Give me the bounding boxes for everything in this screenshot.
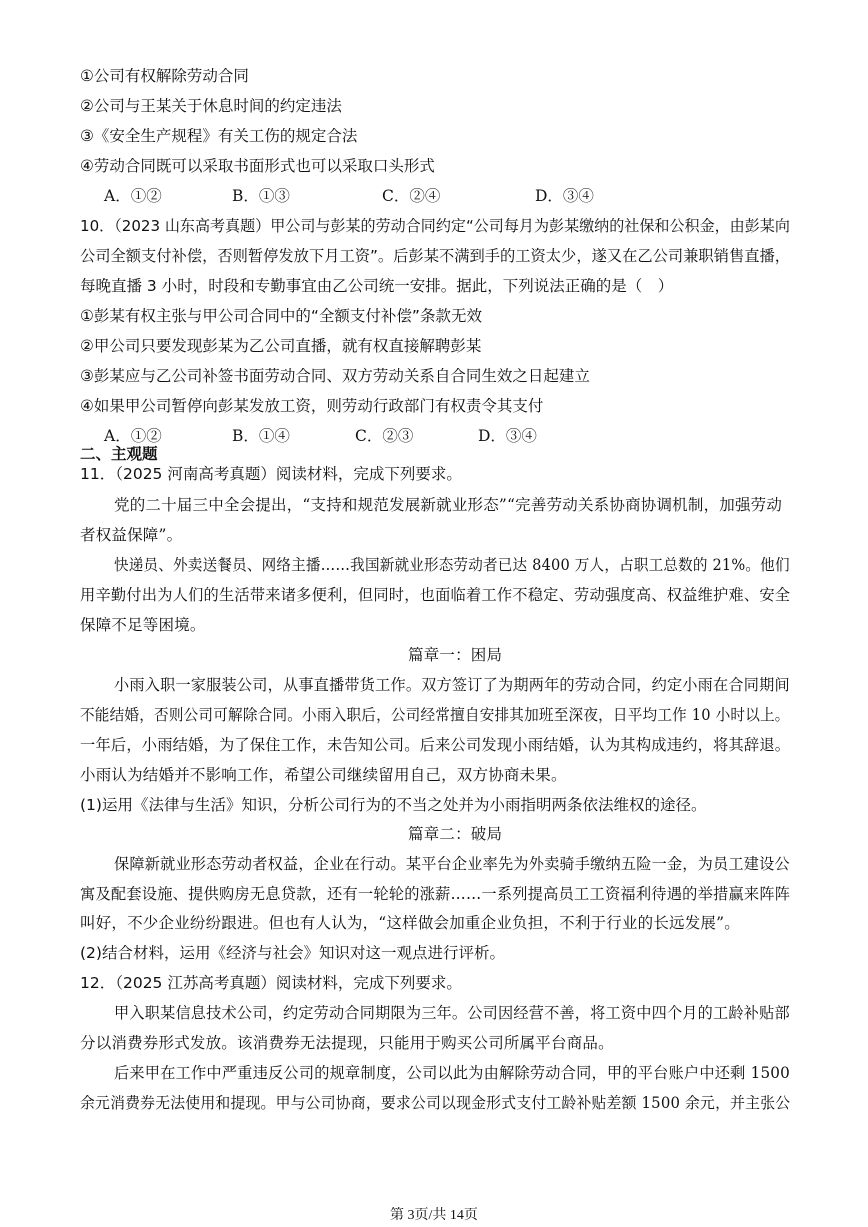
chapter-2-title: 篇章二：破局: [408, 825, 503, 843]
q9-statement-3: ③《安全生产规程》有关工伤的规定合法: [80, 127, 358, 145]
q11-para1-line-2: 者权益保障”。: [80, 526, 183, 544]
q11-para3-line-2: 不能结婚，否则公司可解除合同。小雨入职后，公司经常擅自安排其加班至深夜，日平均工作 10 小时以上。: [80, 706, 790, 724]
q12-para1-line-1: 甲入职某信息技术公司，约定劳动合同期限为三年。公司因经营不善，将工资中四个月的工龄补贴部: [114, 1004, 790, 1022]
q11-para3-line-4: 小雨认为结婚并不影响工作，希望公司继续留用自己，双方协商未果。: [80, 766, 567, 784]
q11-para2-line-1: 快递员、外卖送餐员、网络主播……我国新就业形态劳动者已达 8400 万人，占职工总数的 21%。他们: [114, 556, 790, 574]
q11-para1-line-1: 党的二十届三中全会提出，“支持和规范发展新就业形态”“完善劳动关系协商协调机制，加强劳动: [114, 496, 783, 514]
q12-para2-line-2: 余元消费券无法使用和提现。甲与公司协商，要求公司以现金形式支付工龄补贴差额 1500 余元，并主张公: [80, 1094, 791, 1112]
q11-para3-line-3: 一年后，小雨结婚，为了保住工作，未告知公司。后来公司发现小雨结婚，认为其构成违约，将其辞退。: [80, 736, 791, 754]
chapter-1-title: 篇章一：困局: [408, 646, 503, 664]
q10-statement-2: ②甲公司只要发现彭某为乙公司直播，就有权直接解聘彭某: [80, 337, 482, 355]
q11-para2-line-3: 保障不足等困境。: [80, 616, 206, 634]
q11-subquestion-2: (2)结合材料，运用《经济与社会》知识对这一观点进行评析。: [80, 944, 505, 962]
q12-intro: 12．（2025 江苏高考真题）阅读材料，完成下列要求。: [80, 974, 462, 992]
q11-para4-line-2: 寓及配套设施、提供购房无息贷款，还有一轮轮的涨薪……一系列提高员工工资福利待遇的举措赢来阵阵: [80, 885, 791, 903]
q11-para4-line-3: 叫好，不少企业纷纷跟进。但也有人认为，“这样做会加重企业负担，不利于行业的长远发展”。: [80, 914, 740, 932]
q9-statement-4: ④劳动合同既可以采取书面形式也可以采取口头形式: [80, 157, 435, 175]
q10-option-b: B．①④: [232, 427, 290, 445]
q10-option-c: C．②③: [355, 427, 414, 445]
page-footer: 第 3页/共 14页: [390, 1208, 478, 1223]
q9-option-a: A．①②: [104, 187, 162, 205]
q11-subquestion-1: (1)运用《法律与生活》知识，分析公司行为的不当之处并为小雨指明两条依法维权的途径。: [80, 796, 707, 814]
q10-statement-3: ③彭某应与乙公司补签书面劳动合同、双方劳动关系自合同生效之日起建立: [80, 367, 590, 385]
q9-option-c: C．②④: [382, 187, 441, 205]
q10-stem-line-2: 公司全额支付补偿，否则暂停发放下月工资”。后彭某不满到手的工资太少，遂又在乙公司兼职销售直播，: [80, 247, 791, 265]
q10-statement-4: ④如果甲公司暂停向彭某发放工资，则劳动行政部门有权责令其支付: [80, 397, 544, 415]
q9-option-d: D．③④: [535, 187, 594, 205]
q11-para4-line-1: 保障新就业形态劳动者权益，企业在行动。某平台企业率先为外卖骑手缴纳五险一金，为员工建设公: [114, 855, 790, 873]
q12-para2-line-1: 后来甲在工作中严重违反公司的规章制度，公司以此为由解除劳动合同，甲的平台账户中还剩 1500: [114, 1064, 791, 1082]
q11-intro: 11．（2025 河南高考真题）阅读材料，完成下列要求。: [80, 465, 462, 483]
q10-option-d: D．③④: [478, 427, 537, 445]
section-heading: 二、主观题: [80, 445, 158, 463]
q12-para1-line-2: 分以消费券形式发放。该消费券无法提现，只能用于购买公司所属平台商品。: [80, 1034, 614, 1052]
q10-statement-1: ①彭某有权主张与甲公司合同中的“全额支付补偿”条款无效: [80, 307, 482, 325]
q11-para2-line-2: 用辛勤付出为人们的生活带来诸多便利，但同时，也面临着工作不稳定、劳动强度高、权益维护难、安全: [80, 586, 791, 604]
q10-stem-line-1: 10．（2023 山东高考真题）甲公司与彭某的劳动合同约定“公司每月为彭某缴纳的社保和公积金，由彭某向: [80, 217, 790, 235]
q10-stem-line-3: 每晚直播 3 小时，时段和专勤事宜由乙公司统一安排。据此，下列说法正确的是（ ）: [80, 277, 674, 295]
q11-para3-line-1: 小雨入职一家服装公司，从事直播带货工作。双方签订了为期两年的劳动合同，约定小雨在合同期间: [114, 676, 790, 694]
q10-option-a: A．①②: [104, 427, 162, 445]
q9-option-b: B．①③: [232, 187, 290, 205]
q9-statement-2: ②公司与王某关于休息时间的约定违法: [80, 97, 342, 115]
q9-statement-1: ①公司有权解除劳动合同: [80, 67, 249, 85]
